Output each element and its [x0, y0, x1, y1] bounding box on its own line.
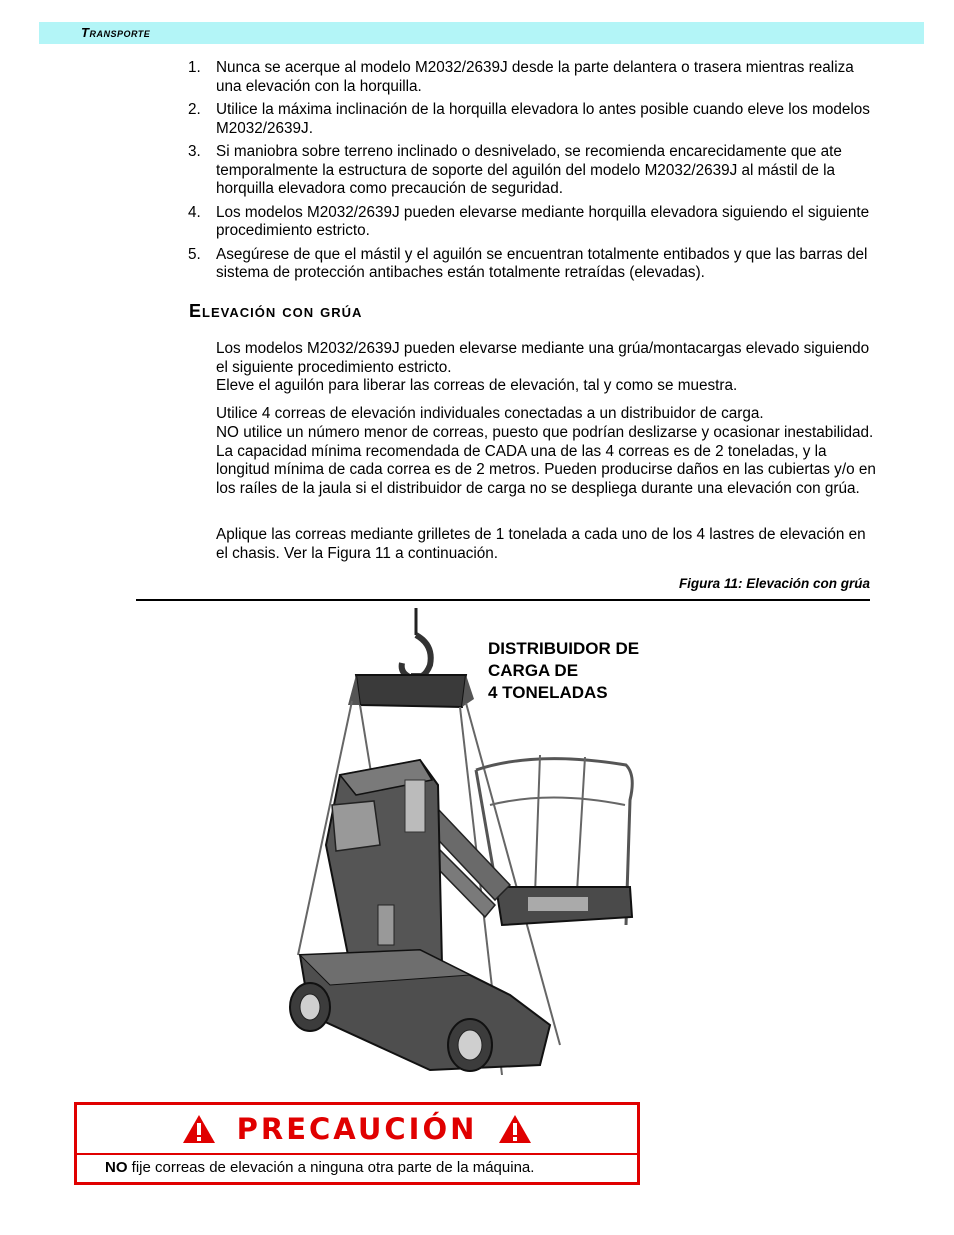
figure-caption: Figura 11: Elevación con grúa	[678, 576, 870, 591]
paragraph-1b: Eleve el aguilón para liberar las correas de elevación, tal y como se muestra.	[216, 377, 738, 394]
warning-triangle-icon	[497, 1113, 533, 1145]
caution-title: PRECAUCIÓN	[236, 1112, 478, 1146]
list-item	[188, 204, 878, 241]
spreader-label-line: DISTRIBUIDOR DE	[488, 639, 640, 658]
caution-text	[77, 1155, 637, 1176]
list-number: 4.	[188, 203, 201, 221]
list-text: Si maniobra sobre terreno inclinado o desnivelado, se recomienda encarecidamente que ate temporalmente la estructura de soporte del aguilón del modelo M2032/2639J al mástil de la horquilla elevadora como precaución de seguridad.	[216, 143, 842, 197]
list-number: 3.	[188, 143, 201, 160]
paragraph-2a: Utilice 4 correas de elevación individuales conectadas a un distribuidor de carga.	[216, 405, 764, 422]
caution-bold: NO	[105, 1159, 128, 1176]
list-item	[188, 59, 878, 96]
spreader-label-line: 4 TONELADAS	[488, 683, 608, 702]
list-text: Asegúrese de que el mástil y el aguilón se encuentran totalmente entibados y que las barras del sistema de protección antibaches están totalmente retraídas (elevadas).	[216, 245, 868, 281]
header-title: Transporte	[81, 25, 151, 40]
list-item	[188, 143, 878, 199]
list-number: 2.	[188, 101, 201, 118]
list-text: Nunca se acerque al modelo M2032/2639J desde la parte delantera o trasera mientras realiza una elevación con la horquilla.	[216, 59, 854, 95]
section-title: Elevación con grúa	[189, 301, 363, 321]
page-header	[39, 22, 924, 44]
list-item	[188, 246, 878, 283]
spreader-label	[488, 638, 639, 704]
paragraph-1a: Los modelos M2032/2639J pueden elevarse mediante una grúa/montacargas elevado siguiendo el siguiente procedimiento estricto.	[216, 340, 870, 376]
caution-rest: fije correas de elevación a ninguna otra parte de la máquina.	[127, 1159, 535, 1176]
instruction-list	[188, 59, 878, 288]
list-text: Utilice la máxima inclinación de la horquilla elevadora lo antes posible cuando eleve los modelos M2032/2639J.	[216, 101, 870, 137]
list-number: 1.	[188, 59, 201, 76]
caution-box	[74, 1102, 640, 1185]
list-number: 5.	[188, 245, 201, 263]
spreader-label-line: CARGA DE	[488, 661, 579, 680]
paragraph-3: Aplique las correas mediante grilletes de 1 tonelada a cada uno de los 4 lastres de elevación en el chasis. Ver la Figura 11 a continuación.	[216, 526, 866, 562]
list-item	[188, 101, 878, 138]
list-text: Los modelos M2032/2639J pueden elevarse mediante horquilla elevadora siguiendo el siguiente procedimiento estricto.	[216, 203, 870, 239]
caution-header	[77, 1105, 637, 1155]
divider	[136, 599, 870, 601]
paragraph-2b: NO utilice un número menor de correas, puesto que podrían deslizarse y ocasionar inestabilidad. La capacidad mínima recomendada de CADA una de las 4 correas es de 2 toneladas, y la longitud mínima de cada correa es de 2 metros. Pueden producirse daños en las cubiertas y/o en los raíles de la jaula si el distribuidor de carga no se despliega durante una elevación con grúa.	[216, 424, 876, 497]
warning-triangle-icon	[181, 1113, 217, 1145]
